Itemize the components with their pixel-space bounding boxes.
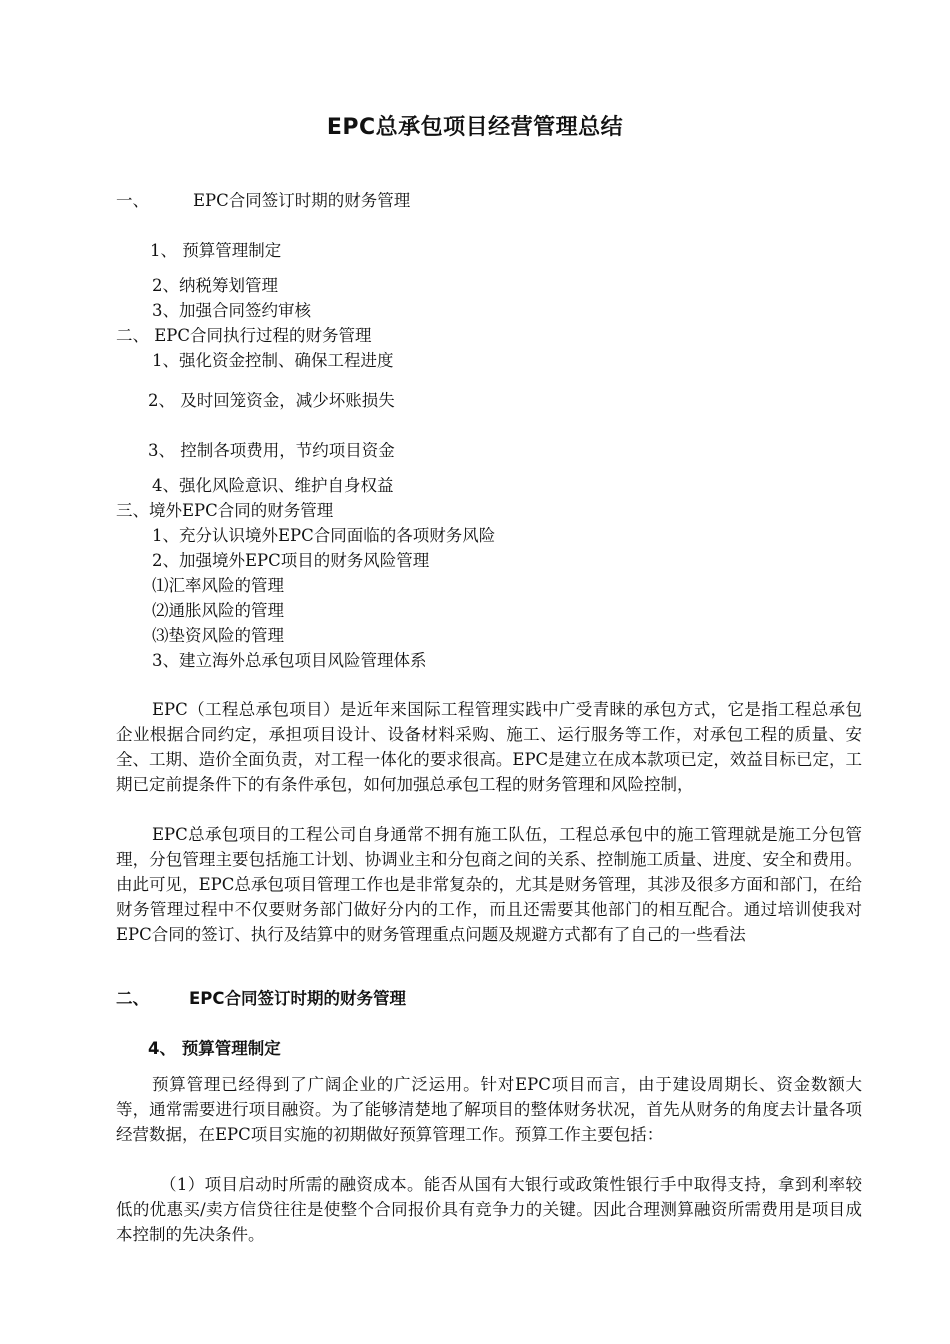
outline-number: ⑶ xyxy=(152,626,169,645)
outline-item xyxy=(116,190,410,212)
outline-number: 二、 xyxy=(116,326,149,345)
budget-paragraph: 预算管理已经得到了广阔企业的广泛运用。针对EPC项目而言，由于建设周期长、资金数额大等，通常需要进行项目融资。为了能够清楚地了解项目的整体财务状况，首先从财务的角度去计量各项经营数据，在EPC项目实施的初期做好预算管理工作。预算工作主要包括： xyxy=(116,1075,862,1144)
budget-paragraph: （1）项目启动时所需的融资成本。能否从国有大银行或政策性银行手中取得支持，拿到利率较低的优惠买/卖方信贷往往是使整个合同报价具有竞争力的关键。因此合理测算融资所需费用是项目成本控制的先决条件。 xyxy=(116,1175,862,1244)
section-number: 二、 xyxy=(116,989,149,1008)
subsection-number: 4、 xyxy=(148,1039,176,1058)
outline-item xyxy=(150,240,281,262)
outline-item xyxy=(152,300,311,322)
outline-item xyxy=(116,325,372,347)
section-heading xyxy=(116,988,406,1010)
outline-item xyxy=(148,440,395,462)
outline-text: 境外EPC合同的财务管理 xyxy=(149,501,334,520)
outline-text: 充分认识境外EPC合同面临的各项财务风险 xyxy=(179,526,496,545)
outline-number: 2、 xyxy=(152,551,179,570)
outline-number: 1、 xyxy=(152,351,179,370)
outline-text: 垫资风险的管理 xyxy=(168,626,284,645)
outline-number: 2、 xyxy=(148,391,175,410)
outline-text: 汇率风险的管理 xyxy=(168,576,284,595)
outline-text: 控制各项费用，节约项目资金 xyxy=(180,441,395,460)
outline-item xyxy=(152,275,278,297)
outline-number: 4、 xyxy=(152,476,179,495)
outline-item xyxy=(152,625,284,647)
outline-item xyxy=(152,475,394,497)
subsection-heading xyxy=(148,1038,281,1060)
outline-text: 及时回笼资金，减少坏账损失 xyxy=(180,391,395,410)
outline-number: 3、 xyxy=(152,301,179,320)
outline-item xyxy=(152,550,429,572)
outline-item xyxy=(152,525,495,547)
section-text: EPC合同签订时期的财务管理 xyxy=(189,989,406,1008)
outline-text: EPC合同执行过程的财务管理 xyxy=(154,326,372,345)
outline-number: 2、 xyxy=(152,276,179,295)
outline-text: 建立海外总承包项目风险管理体系 xyxy=(179,651,427,670)
outline-text: 通胀风险的管理 xyxy=(168,601,284,620)
outline-item xyxy=(152,575,284,597)
intro-paragraph: EPC总承包项目的工程公司自身通常不拥有施工队伍，工程总承包中的施工管理就是施工分包管理，分包管理主要包括施工计划、协调业主和分包商之间的关系、控制施工质量、进度、安全和费用。由此可见，EPC总承包项目管理工作也是非常复杂的，尤其是财务管理，其涉及很多方面和部门，在给财务管理过程中不仅要财务部门做好分内的工作，而且还需要其他部门的相互配合。通过培训使我对EPC合同的签订、执行及结算中的财务管理重点问题及规避方式都有了自己的一些看法 xyxy=(116,825,862,944)
outline-text: 强化资金控制、确保工程进度 xyxy=(179,351,394,370)
outline-item xyxy=(152,350,394,372)
outline-text: EPC合同签订时期的财务管理 xyxy=(193,191,411,210)
outline-text: 预算管理制定 xyxy=(182,241,282,260)
outline-number: 1、 xyxy=(152,526,179,545)
outline-item xyxy=(148,390,395,412)
subsection-text: 预算管理制定 xyxy=(181,1039,281,1058)
outline-number: ⑴ xyxy=(152,576,169,595)
outline-item xyxy=(152,650,427,672)
outline-number: 一、 xyxy=(116,191,149,210)
outline-text: 加强合同签约审核 xyxy=(179,301,311,320)
outline-item xyxy=(152,600,284,622)
outline-number: 3、 xyxy=(152,651,179,670)
outline-item xyxy=(116,500,333,522)
outline-text: 纳税筹划管理 xyxy=(179,276,278,295)
outline-number: 1、 xyxy=(150,241,177,260)
intro-paragraph: EPC（工程总承包项目）是近年来国际工程管理实践中广受青睐的承包方式，它是指工程总承包企业根据合同约定，承担项目设计、设备材料采购、施工、运行服务等工作，对承包工程的质量、安全、工期、造价全面负责，对工程一体化的要求很高。EPC是建立在成本款项已定，效益目标已定，工期已定前提条件下的有条件承包，如何加强总承包工程的财务管理和风险控制， xyxy=(116,700,862,794)
outline-text: 加强境外EPC项目的财务风险管理 xyxy=(179,551,430,570)
document-title: EPC总承包项目经营管理总结 xyxy=(326,115,624,140)
outline-number: 3、 xyxy=(148,441,175,460)
outline-number: ⑵ xyxy=(152,601,169,620)
outline-text: 强化风险意识、维护自身权益 xyxy=(179,476,394,495)
outline-number: 三、 xyxy=(116,501,149,520)
